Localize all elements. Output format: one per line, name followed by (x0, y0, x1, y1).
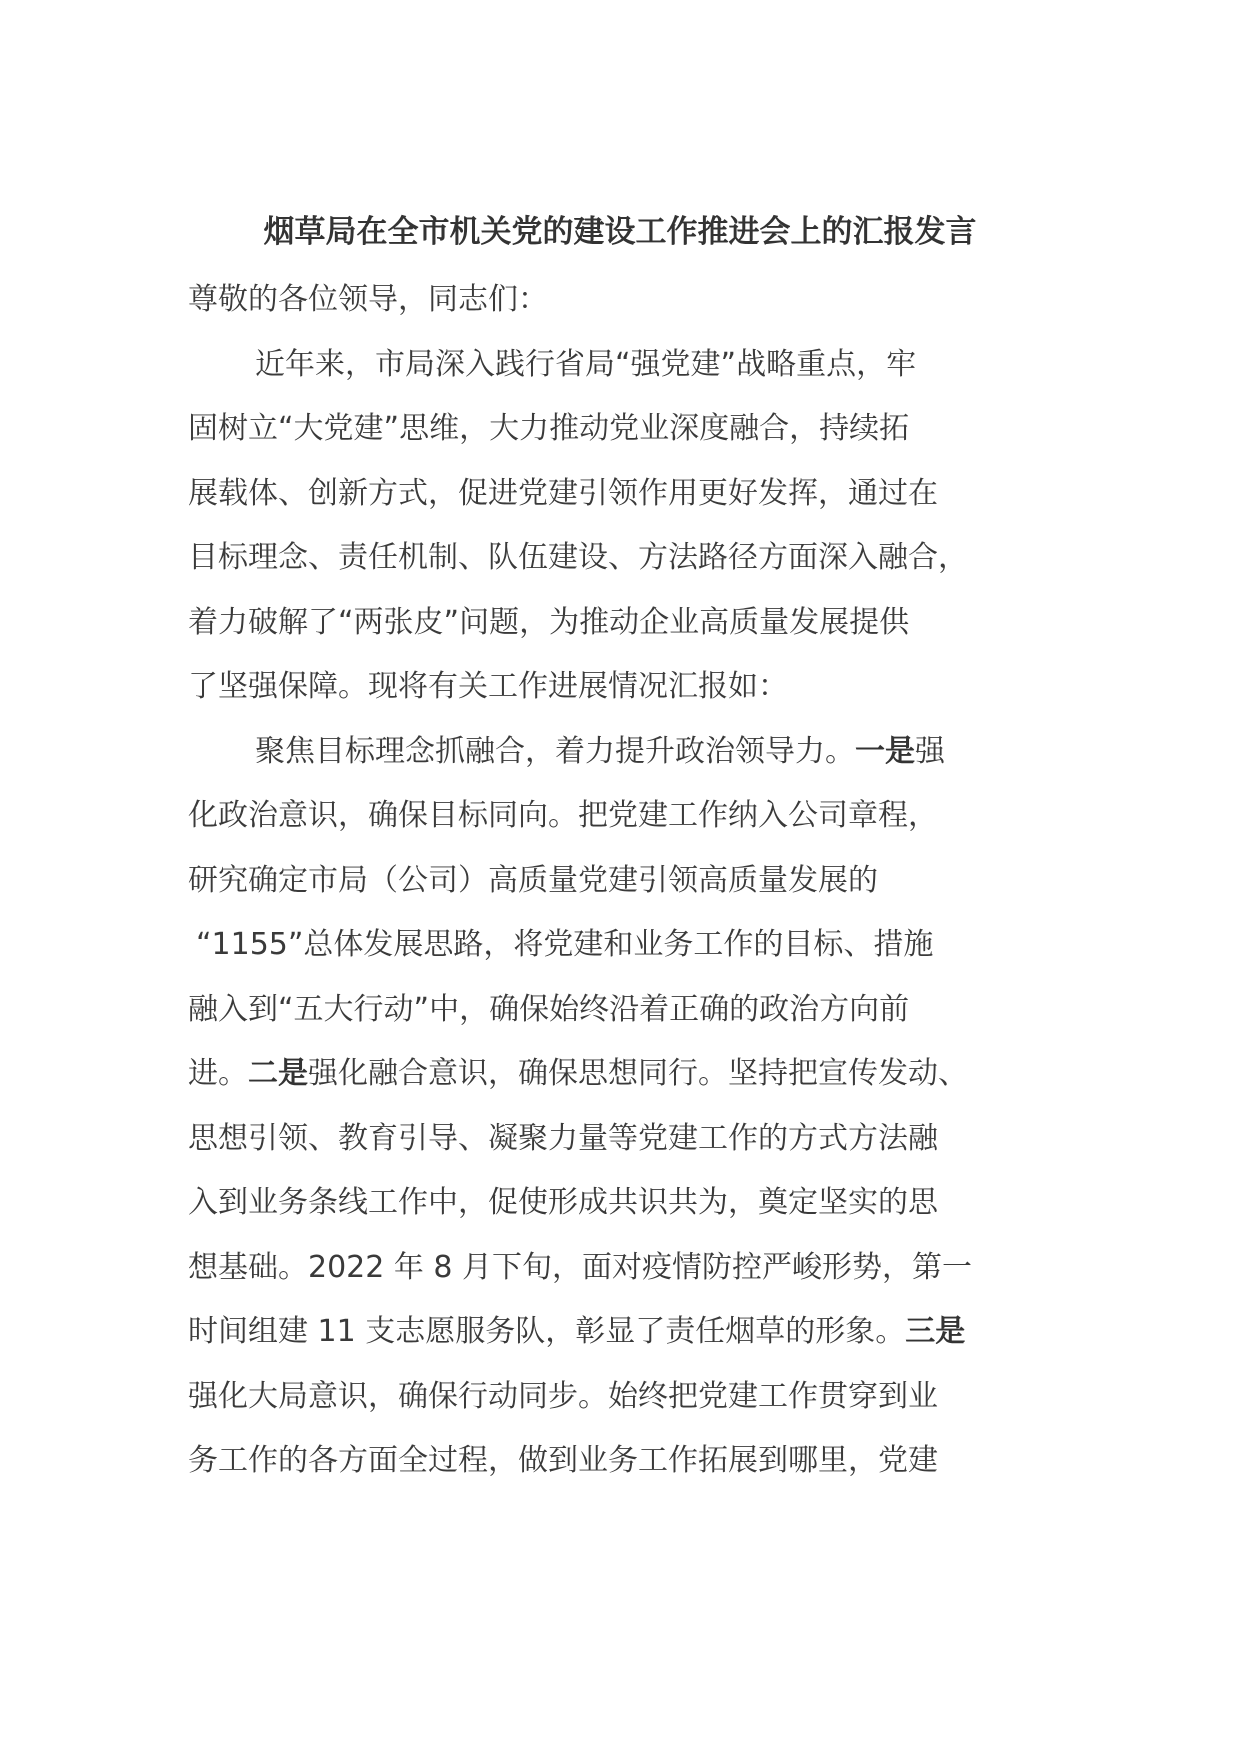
paragraph-line: 强化大局意识，确保行动同步。始终把党建工作贯穿到业 (188, 1378, 938, 1414)
paragraph-line: 固树立“大党建”思维，大力推动党业深度融合，持续拓 (188, 411, 910, 446)
line-text: 聚焦目标理念抓融合，着力提升政治领导力。 (255, 733, 855, 769)
paragraph-line (188, 1300, 1058, 1365)
paragraph-line: 务工作的各方面全过程，做到业务工作拓展到哪里，党建 (188, 1443, 938, 1478)
line-text: 进。 (188, 1056, 248, 1091)
paragraph-line: 近年来，市局深入践行省局“强党建”战略重点，牢 (255, 346, 917, 382)
line-text: 强 (915, 733, 945, 769)
bold-lead: 三是 (905, 1314, 966, 1349)
paragraph-line: 目标理念、责任机制、队伍建设、方法路径方面深入融合， (188, 540, 968, 575)
paragraph-line: 展载体、创新方式，促进党建引领作用更好发挥，通过在 (188, 475, 938, 511)
document-title: 烟草局在全市机关党的建设工作推进会上的汇报发言 (263, 214, 977, 250)
paragraph-line: 研究确定市局（公司）高质量党建引领高质量发展的 (188, 862, 878, 898)
paragraph-line: 着力破解了“两张皮”问题，为推动企业高质量发展提供 (188, 604, 910, 640)
paragraph-line: 融入到“五大行动”中，确保始终沿着正确的政治方向前 (188, 991, 910, 1027)
paragraph-line: 了坚强保障。现将有关工作进展情况汇报如： (188, 669, 788, 704)
document-body (188, 268, 1058, 1494)
salutation: 尊敬的各位领导，同志们： (188, 282, 548, 317)
paragraph-line: 化政治意识，确保目标同向。把党建工作纳入公司章程， (188, 798, 938, 833)
bold-lead: 二是 (248, 1056, 308, 1091)
paragraph-line: 入到业务条线工作中，促使形成共识共为，奠定坚实的思 (188, 1185, 938, 1220)
bold-lead: 一是 (855, 733, 915, 769)
paragraph-line: “1155”总体发展思路，将党建和业务工作的目标、措施 (196, 927, 934, 962)
paragraph-line: 想基础。2022 年 8 月下旬，面对疫情防控严峻形势，第一 (188, 1249, 973, 1285)
paragraph-line (188, 1042, 1058, 1107)
paragraph-line: 思想引领、教育引导、凝聚力量等党建工作的方式方法融 (188, 1120, 938, 1156)
line-text: 时间组建 11 支志愿服务队，彰显了责任烟草的形象。 (188, 1314, 906, 1349)
line-text: 强化融合意识，确保思想同行。坚持把宣传发动、 (308, 1056, 968, 1091)
paragraph-line (188, 720, 1058, 785)
